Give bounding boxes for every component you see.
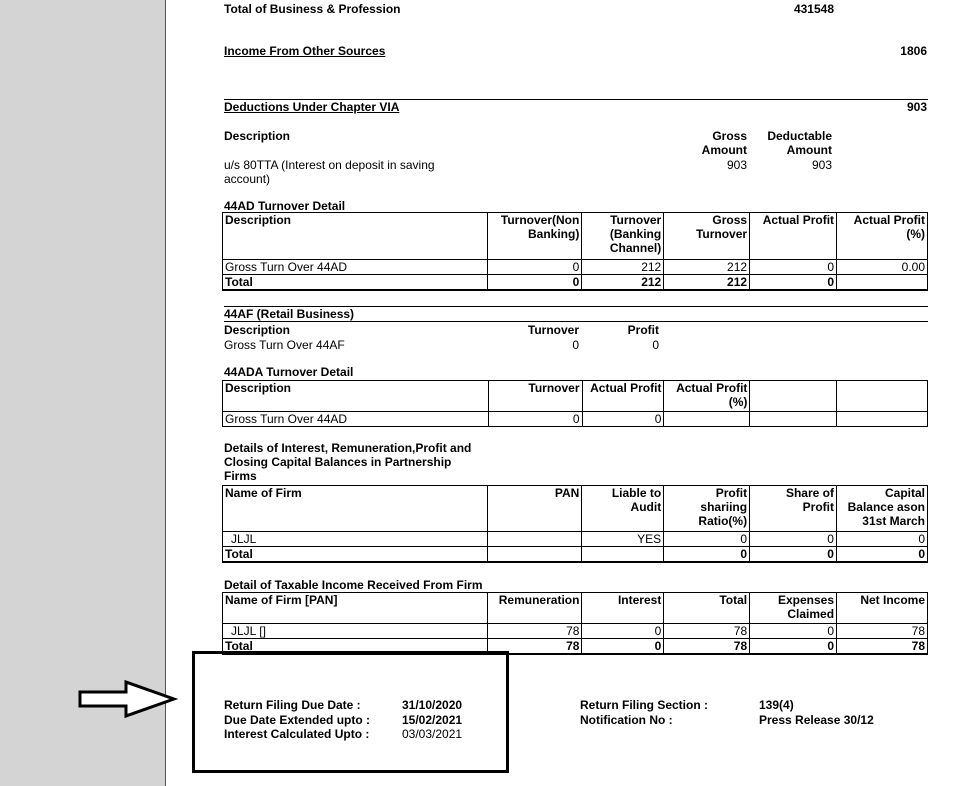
ada44-title: 44ADA Turnover Detail [224, 365, 354, 379]
table-cell: YES [582, 532, 664, 547]
deductions-row-gross: 903 [726, 158, 747, 172]
table-cell [664, 412, 750, 427]
af44-header-profit: Profit [627, 323, 659, 337]
deductions-row-deductable: 903 [811, 158, 832, 172]
table-cell: 78 [837, 624, 928, 639]
table-cell: 0 [582, 639, 664, 655]
table-header: Name of Firm [223, 486, 488, 532]
ada44-table [222, 380, 928, 427]
deductions-total: 903 [906, 100, 927, 114]
table-cell: 212 [664, 275, 750, 291]
partnership-header-row [223, 486, 928, 532]
table-cell: 78 [488, 624, 582, 639]
table-header [837, 381, 928, 412]
extended-value: 15/02/2021 [402, 713, 463, 727]
deductions-row-description: u/s 80TTA (Interest on deposit in saving account) [224, 158, 435, 186]
table-header: Remuneration [488, 593, 582, 624]
table-cell [750, 412, 837, 427]
table-cell: 0 [664, 547, 750, 563]
table-cell: 0 [664, 532, 750, 547]
table-cell: 78 [837, 639, 928, 655]
table-cell: 78 [488, 639, 582, 655]
table-cell: Total [223, 639, 488, 655]
table-header: Liable to Audit [582, 486, 664, 532]
notification-value: Press Release 30/12 [759, 713, 874, 727]
table-cell [488, 532, 582, 547]
table-cell: 0 [836, 547, 927, 563]
table-header: Description [223, 381, 489, 412]
table-header: Capital Balance ason 31st March [836, 486, 927, 532]
table-cell: JLJL [223, 532, 488, 547]
section-value: 139(4) [759, 698, 794, 712]
table-cell [837, 275, 928, 291]
table-header: Net Income [837, 593, 928, 624]
af44-row-description: Gross Turn Over 44AF [224, 338, 345, 352]
af44-divider-bottom [224, 321, 928, 322]
table-total-row [223, 547, 928, 563]
table-header: Total [664, 593, 750, 624]
table-row [223, 260, 928, 275]
table-row [223, 412, 928, 427]
table-cell: 0 [582, 624, 664, 639]
table-header: Interest [582, 593, 664, 624]
table-header: Turnover [488, 381, 582, 412]
table-header: Actual Profit [750, 213, 837, 260]
table-header: Name of Firm [PAN] [223, 593, 488, 624]
table-cell: 0 [488, 260, 582, 275]
table-header [750, 381, 837, 412]
extended-label: Due Date Extended upto : [224, 713, 371, 727]
table-cell: 0.00 [837, 260, 928, 275]
notification-label: Notification No : [580, 713, 673, 727]
table-header: Gross Turnover [664, 213, 750, 260]
taxable-header-row [223, 593, 928, 624]
table-total-row [223, 275, 928, 291]
table-header: Profit shariing Ratio(%) [664, 486, 750, 532]
table-header: Actual Profit (%) [664, 381, 750, 412]
table-cell: 0 [488, 275, 582, 291]
af44-row-turnover: 0 [572, 338, 579, 352]
af44-header-description: Description [224, 323, 291, 337]
business-total-value: 431548 [793, 2, 834, 16]
table-cell: 0 [750, 275, 837, 291]
table-header: Expenses Claimed [750, 593, 837, 624]
table-cell: 0 [582, 412, 664, 427]
table-cell: Gross Turn Over 44AD [223, 412, 489, 427]
table-cell: 0 [488, 412, 582, 427]
ad44-title: 44AD Turnover Detail [224, 199, 346, 213]
table-cell: 0 [750, 532, 837, 547]
table-header: Share of Profit [750, 486, 837, 532]
table-header: Turnover(Non Banking) [488, 213, 582, 260]
table-header: Turnover (Banking Channel) [582, 213, 664, 260]
af44-header-turnover: Turnover [527, 323, 579, 337]
taxable-title: Detail of Taxable Income Received From Firm [224, 578, 483, 592]
table-cell: 78 [664, 639, 750, 655]
ad44-table [222, 212, 928, 291]
other-sources-value: 1806 [900, 44, 927, 58]
table-cell: 0 [750, 547, 837, 563]
right-arrow-icon [78, 680, 178, 720]
table-cell: JLJL [] [223, 624, 488, 639]
table-cell: 212 [582, 275, 664, 291]
table-header: Actual Profit (%) [837, 213, 928, 260]
table-cell: Total [223, 275, 488, 291]
deductions-header-gross: Gross Amount [701, 129, 747, 157]
due-date-value: 31/10/2020 [402, 698, 463, 712]
interest-value: 03/03/2021 [402, 727, 463, 741]
table-cell: 0 [750, 260, 837, 275]
partnership-title: Details of Interest, Remuneration,Profit and Closing Capital Balances in Partnership Firms [224, 441, 472, 483]
table-cell: 212 [664, 260, 750, 275]
highlight-box [192, 651, 509, 773]
deductions-header-description: Description [224, 129, 291, 143]
table-row [223, 624, 928, 639]
table-row [223, 532, 928, 547]
table-cell: 78 [664, 624, 750, 639]
table-cell: 212 [582, 260, 664, 275]
section-label: Return Filing Section : [580, 698, 708, 712]
partnership-table [222, 485, 928, 563]
deductions-header-deductable: Deductable Amount [767, 129, 832, 157]
af44-row-profit: 0 [652, 338, 659, 352]
deductions-title: Deductions Under Chapter VIA [224, 100, 400, 114]
ad44-header-row [223, 213, 928, 260]
table-cell [488, 547, 582, 563]
table-cell: Gross Turn Over 44AD [223, 260, 488, 275]
table-cell [582, 547, 664, 563]
table-header: Description [223, 213, 488, 260]
table-header: PAN [488, 486, 582, 532]
interest-label: Interest Calculated Upto : [224, 727, 370, 741]
table-cell: 0 [750, 624, 837, 639]
table-cell: 0 [750, 639, 837, 655]
table-cell: Total [223, 547, 488, 563]
table-cell: 0 [836, 532, 927, 547]
taxable-table [222, 592, 928, 655]
table-cell [837, 412, 928, 427]
af44-title: 44AF (Retail Business) [224, 307, 355, 321]
table-header: Actual Profit [582, 381, 664, 412]
business-total-label: Total of Business & Profession [224, 2, 401, 16]
other-sources-label: Income From Other Sources [224, 44, 386, 58]
due-date-label: Return Filing Due Date : [224, 698, 361, 712]
ada44-header-row [223, 381, 928, 412]
